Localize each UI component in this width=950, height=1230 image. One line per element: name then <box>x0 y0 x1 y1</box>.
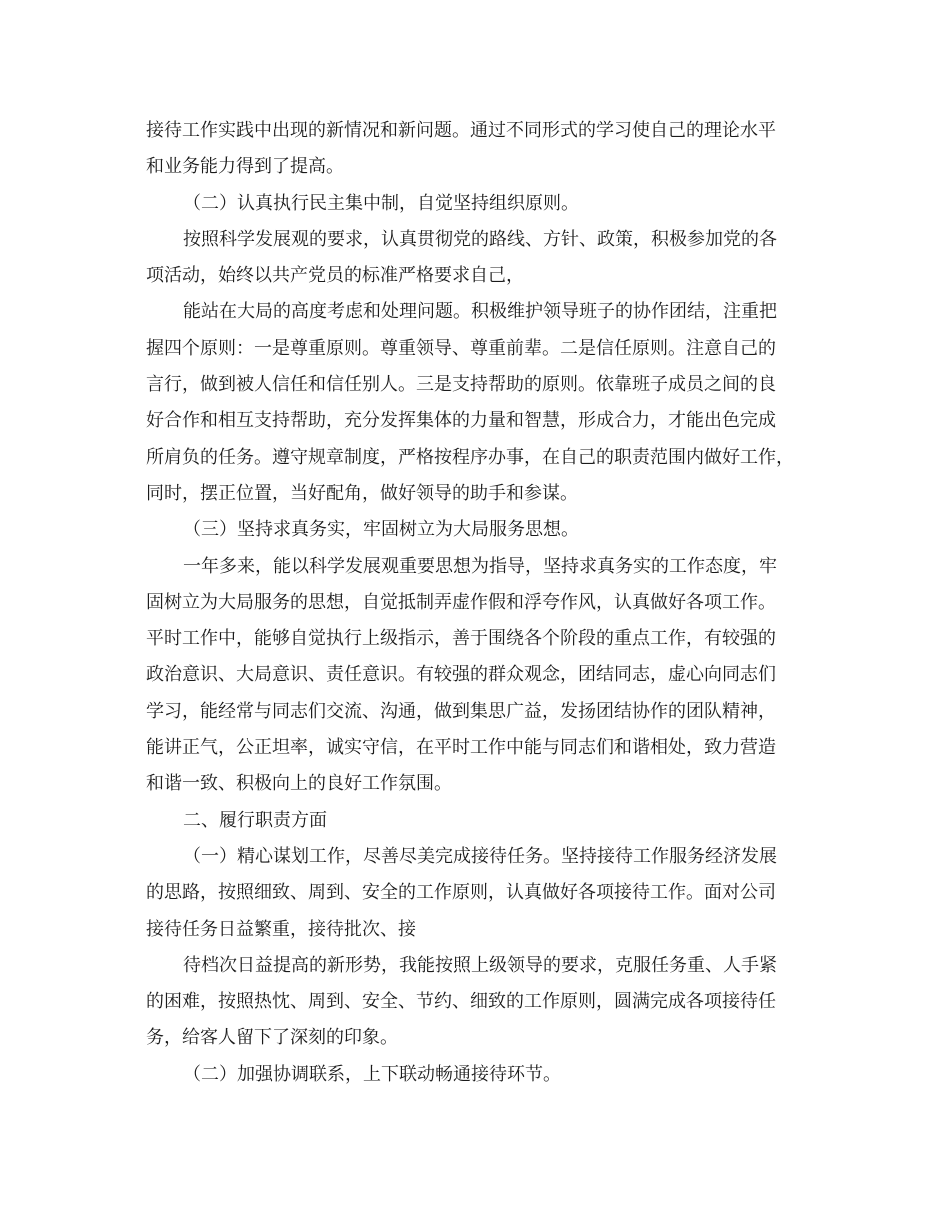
text-line: 同时，摆正位置，当好配角，做好领导的助手和参谋。 <box>146 482 578 504</box>
text-line: 的困难，按照热忱、周到、安全、节约、细致的工作原则，圆满完成各项接待任 <box>146 991 776 1013</box>
text-line: 和业务能力得到了提高。 <box>146 156 344 178</box>
text-line: 项活动，始终以共产党员的标准严格要求自己， <box>146 265 524 287</box>
paragraph-first-line: （一）精心谋划工作，尽善尽美完成接待任务。坚持接待工作服务经济发展 <box>183 845 777 867</box>
section-heading: 二、履行职责方面 <box>183 809 327 831</box>
paragraph-first-line: 待档次日益提高的新形势，我能按照上级领导的要求，克服任务重、人手紧 <box>183 954 777 976</box>
section-heading: （三）坚持求真务实，牢固树立为大局服务思想。 <box>183 519 579 541</box>
text-line: 政治意识、大局意识、责任意识。有较强的群众观念，团结同志，虚心向同志们 <box>146 664 776 686</box>
text-line: 平时工作中，能够自觉执行上级指示，善于围绕各个阶段的重点工作，有较强的 <box>146 628 776 650</box>
text-line: 固树立为大局服务的思想，自觉抵制弄虚作假和浮夸作风，认真做好各项工作。 <box>146 591 776 613</box>
text-line: 和谐一致、积极向上的良好工作氛围。 <box>146 773 452 795</box>
text-line: 能讲正气，公正坦率，诚实守信，在平时工作中能与同志们和谐相处，致力营造 <box>146 737 776 759</box>
paragraph-first-line: 一年多来，能以科学发展观重要思想为指导，坚持求真务实的工作态度，牢 <box>183 555 777 577</box>
text-line: 接待任务日益繁重，接待批次、接 <box>146 918 416 940</box>
document-body <box>146 113 812 1093</box>
text-line: 言行，做到被人信任和信任别人。三是支持帮助的原则。依靠班子成员之间的良 <box>146 374 776 396</box>
paragraph-first-line: 能站在大局的高度考虑和处理问题。积极维护领导班子的协作团结，注重把 <box>183 301 777 323</box>
text-line: 好合作和相互支持帮助，充分发挥集体的力量和智慧，形成合力，才能出色完成 <box>146 410 776 432</box>
paragraph-first-line: 按照科学发展观的要求，认真贯彻党的路线、方针、政策，积极参加党的各 <box>183 228 777 250</box>
section-heading: （二）加强协调联系，上下联动畅通接待环节。 <box>183 1063 561 1085</box>
text-line: 所肩负的任务。遵守规章制度，严格按程序办事，在自己的职责范围内做好工作， <box>146 446 794 468</box>
text-line: 握四个原则：一是尊重原则。尊重领导、尊重前辈。二是信任原则。注意自己的 <box>146 337 776 359</box>
section-heading: （二）认真执行民主集中制，自觉坚持组织原则。 <box>183 192 579 214</box>
text-line: 务，给客人留下了深刻的印象。 <box>146 1027 398 1049</box>
text-line: 接待工作实践中出现的新情况和新问题。通过不同形式的学习使自己的理论水平 <box>146 120 776 141</box>
text-line: 学习，能经常与同志们交流、沟通，做到集思广益，发扬团结协作的团队精神， <box>146 700 776 722</box>
text-line: 的思路，按照细致、周到、安全的工作原则，认真做好各项接待工作。面对公司 <box>146 882 776 904</box>
